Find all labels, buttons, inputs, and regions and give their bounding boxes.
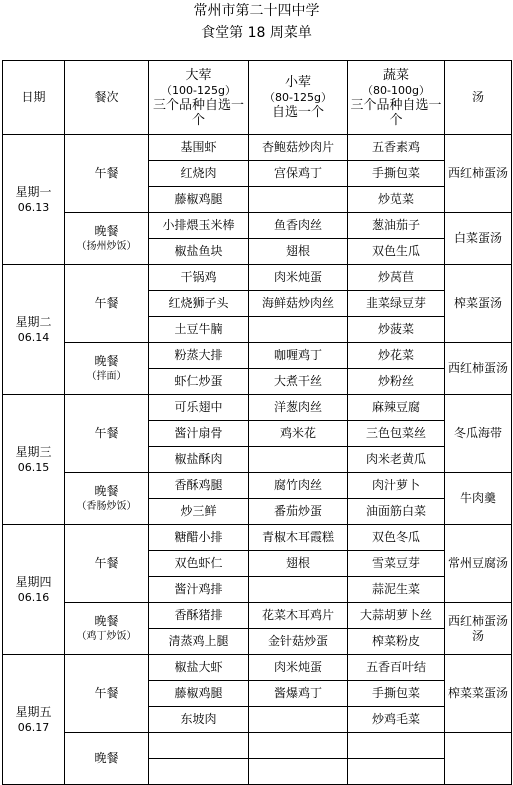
header-big-meat-spec: （100-125g） bbox=[161, 83, 236, 97]
dinner-cell bbox=[65, 733, 149, 785]
big-meat-dish: 椒盐酥肉 bbox=[149, 447, 249, 473]
big-meat-dish: 干锅鸡 bbox=[149, 265, 249, 291]
meal-label: 晚餐 bbox=[94, 483, 119, 498]
day-date: 06.14 bbox=[17, 330, 50, 344]
vegetable-dish: 手撕包菜 bbox=[348, 681, 445, 707]
header-vegetable-spec: （80-100g） bbox=[362, 83, 430, 97]
vegetable-dish: 炒菠菜 bbox=[348, 317, 445, 343]
small-meat-dish: 鱼香肉丝 bbox=[249, 213, 348, 239]
big-meat-dish: 小排煨玉米棒 bbox=[149, 213, 249, 239]
vegetable-dish bbox=[348, 759, 445, 785]
big-meat-dish: 粉蒸大排 bbox=[149, 343, 249, 369]
day-name: 星期五 bbox=[15, 704, 52, 719]
meal-note: （鸡丁炒饭） bbox=[76, 630, 137, 642]
dinner-cell bbox=[65, 343, 149, 395]
big-meat-dish: 香酥猪排 bbox=[149, 603, 249, 629]
day-name: 星期三 bbox=[15, 444, 52, 459]
menu-row bbox=[3, 213, 512, 239]
small-meat-dish: 肉米炖蛋 bbox=[249, 655, 348, 681]
big-meat-dish: 藤椒鸡腿 bbox=[149, 681, 249, 707]
big-meat-dish: 酱汁鸡排 bbox=[149, 577, 249, 603]
vegetable-dish: 三色包菜丝 bbox=[348, 421, 445, 447]
small-meat-dish: 肉米炖蛋 bbox=[249, 265, 348, 291]
soup-cell bbox=[445, 733, 512, 785]
small-meat-dish: 宫保鸡丁 bbox=[249, 161, 348, 187]
meal-label: 午餐 bbox=[94, 426, 119, 440]
menu-row bbox=[3, 473, 512, 499]
vegetable-dish: 炒鸡毛菜 bbox=[348, 707, 445, 733]
meal-label: 晚餐 bbox=[94, 223, 119, 238]
day-cell bbox=[3, 265, 65, 395]
big-meat-dish: 虾仁炒蛋 bbox=[149, 369, 249, 395]
header-big-meat-rule: 三个品种自选一个 bbox=[152, 97, 244, 128]
big-meat-dish: 香酥鸡腿 bbox=[149, 473, 249, 499]
vegetable-dish: 双色生瓜 bbox=[348, 239, 445, 265]
small-meat-dish: 腐竹肉丝 bbox=[249, 473, 348, 499]
small-meat-dish bbox=[249, 733, 348, 759]
small-meat-dish bbox=[249, 317, 348, 343]
soup-cell: 西红柿蛋汤 bbox=[445, 135, 512, 213]
small-meat-dish bbox=[249, 707, 348, 733]
vegetable-dish: 肉米老黄瓜 bbox=[348, 447, 445, 473]
small-meat-dish: 番茄炒蛋 bbox=[249, 499, 348, 525]
meal-note: （香肠炒饭） bbox=[76, 500, 137, 512]
soup-cell: 冬瓜海带 bbox=[445, 395, 512, 473]
soup-cell: 常州豆腐汤 bbox=[445, 525, 512, 603]
vegetable-dish: 葱油茄子 bbox=[348, 213, 445, 239]
vegetable-dish: 双色冬瓜 bbox=[348, 525, 445, 551]
day-name: 星期一 bbox=[15, 184, 52, 199]
school-title: 常州市第二十四中学 bbox=[193, 3, 320, 19]
big-meat-dish: 红烧狮子头 bbox=[149, 291, 249, 317]
small-meat-dish: 金针菇炒蛋 bbox=[249, 629, 348, 655]
small-meat-dish: 翅根 bbox=[249, 551, 348, 577]
meal-label: 晚餐 bbox=[94, 353, 119, 368]
big-meat-dish bbox=[149, 759, 249, 785]
header-vegetable bbox=[348, 61, 445, 135]
big-meat-dish: 炒三鲜 bbox=[149, 499, 249, 525]
vegetable-dish: 炒花菜 bbox=[348, 343, 445, 369]
meal-label: 午餐 bbox=[94, 296, 119, 310]
big-meat-dish: 基围虾 bbox=[149, 135, 249, 161]
soup-cell: 白菜蛋汤 bbox=[445, 213, 512, 265]
dinner-cell bbox=[65, 213, 149, 265]
day-date: 06.17 bbox=[17, 720, 50, 734]
vegetable-dish: 雪菜豆芽 bbox=[348, 551, 445, 577]
vegetable-dish: 肉汁萝卜 bbox=[348, 473, 445, 499]
meal-label: 晚餐 bbox=[94, 613, 119, 628]
vegetable-dish: 麻辣豆腐 bbox=[348, 395, 445, 421]
dinner-cell bbox=[65, 473, 149, 525]
menu-row bbox=[3, 603, 512, 629]
menu-row bbox=[3, 733, 512, 759]
lunch-cell bbox=[65, 655, 149, 733]
meal-label: 午餐 bbox=[94, 166, 119, 180]
lunch-cell bbox=[65, 395, 149, 473]
header-small-meat-rule: 自选一个 bbox=[271, 105, 324, 120]
soup-cell: 榨菜菜蛋汤 bbox=[445, 655, 512, 733]
small-meat-dish: 杏鲍菇炒肉片 bbox=[249, 135, 348, 161]
soup-cell: 西红柿蛋汤 bbox=[445, 343, 512, 395]
vegetable-dish: 炒莴苣 bbox=[348, 265, 445, 291]
small-meat-dish: 花菜木耳鸡片 bbox=[249, 603, 348, 629]
lunch-cell bbox=[65, 135, 149, 213]
header-big-meat-name: 大荤 bbox=[185, 67, 212, 83]
day-cell bbox=[3, 135, 65, 265]
day-date: 06.13 bbox=[17, 200, 50, 214]
big-meat-dish: 双色虾仁 bbox=[149, 551, 249, 577]
small-meat-dish: 鸡米花 bbox=[249, 421, 348, 447]
big-meat-dish: 东坡肉 bbox=[149, 707, 249, 733]
big-meat-dish bbox=[149, 733, 249, 759]
small-meat-dish bbox=[249, 447, 348, 473]
weekly-menu-table bbox=[2, 60, 512, 785]
menu-row bbox=[3, 135, 512, 161]
header-row bbox=[3, 61, 512, 135]
day-date: 06.15 bbox=[17, 460, 50, 474]
big-meat-dish: 红烧肉 bbox=[149, 161, 249, 187]
vegetable-dish: 油面筋白菜 bbox=[348, 499, 445, 525]
header-vegetable-rule: 三个品种自选一个 bbox=[350, 97, 442, 128]
menu-row bbox=[3, 265, 512, 291]
header-meal: 餐次 bbox=[65, 61, 149, 135]
vegetable-dish: 五香素鸡 bbox=[348, 135, 445, 161]
vegetable-dish: 大蒜胡萝卜丝 bbox=[348, 603, 445, 629]
menu-row bbox=[3, 343, 512, 369]
small-meat-dish: 海鲜菇炒肉丝 bbox=[249, 291, 348, 317]
big-meat-dish: 椒盐大虾 bbox=[149, 655, 249, 681]
day-name: 星期四 bbox=[15, 574, 52, 589]
small-meat-dish: 洋葱肉丝 bbox=[249, 395, 348, 421]
vegetable-dish: 炒苋菜 bbox=[348, 187, 445, 213]
lunch-cell bbox=[65, 265, 149, 343]
meal-note: （扬州炒饭） bbox=[76, 240, 137, 252]
meal-label: 晚餐 bbox=[94, 751, 119, 765]
header-date: 日期 bbox=[3, 61, 65, 135]
small-meat-dish: 翅根 bbox=[249, 239, 348, 265]
vegetable-dish: 炒粉丝 bbox=[348, 369, 445, 395]
big-meat-dish: 土豆牛腩 bbox=[149, 317, 249, 343]
header-small-meat bbox=[249, 61, 348, 135]
lunch-cell bbox=[65, 525, 149, 603]
vegetable-dish: 榨菜粉皮 bbox=[348, 629, 445, 655]
small-meat-dish: 咖喱鸡丁 bbox=[249, 343, 348, 369]
vegetable-dish: 韭菜绿豆芽 bbox=[348, 291, 445, 317]
day-name: 星期二 bbox=[15, 314, 52, 329]
soup-cell: 榨菜蛋汤 bbox=[445, 265, 512, 343]
big-meat-dish: 可乐翅中 bbox=[149, 395, 249, 421]
menu-row bbox=[3, 395, 512, 421]
menu-row bbox=[3, 655, 512, 681]
small-meat-dish: 青椒木耳霞糕 bbox=[249, 525, 348, 551]
big-meat-dish: 椒盐鱼块 bbox=[149, 239, 249, 265]
small-meat-dish: 酱爆鸡丁 bbox=[249, 681, 348, 707]
vegetable-dish: 蒜泥生菜 bbox=[348, 577, 445, 603]
day-cell bbox=[3, 525, 65, 655]
dinner-cell bbox=[65, 603, 149, 655]
soup-cell: 牛肉羹 bbox=[445, 473, 512, 525]
header-small-meat-name: 小荤 bbox=[284, 75, 311, 90]
menu-subtitle: 食堂第 18 周菜单 bbox=[201, 25, 312, 41]
small-meat-dish bbox=[249, 187, 348, 213]
vegetable-dish: 五香百叶结 bbox=[348, 655, 445, 681]
big-meat-dish: 藤椒鸡腿 bbox=[149, 187, 249, 213]
header-vegetable-name: 蔬菜 bbox=[382, 67, 409, 83]
small-meat-dish: 大煮干丝 bbox=[249, 369, 348, 395]
day-cell bbox=[3, 395, 65, 525]
menu-row bbox=[3, 525, 512, 551]
header-small-meat-spec: （80-125g） bbox=[264, 91, 332, 104]
big-meat-dish: 酱汁扇骨 bbox=[149, 421, 249, 447]
header-big-meat bbox=[149, 61, 249, 135]
day-date: 06.16 bbox=[17, 590, 50, 604]
small-meat-dish bbox=[249, 759, 348, 785]
big-meat-dish: 糖醋小排 bbox=[149, 525, 249, 551]
day-cell bbox=[3, 655, 65, 785]
soup-cell: 西红柿蛋汤汤 bbox=[445, 603, 512, 655]
meal-label: 午餐 bbox=[94, 686, 119, 700]
vegetable-dish: 手撕包菜 bbox=[348, 161, 445, 187]
vegetable-dish bbox=[348, 733, 445, 759]
big-meat-dish: 清蒸鸡上腿 bbox=[149, 629, 249, 655]
small-meat-dish bbox=[249, 577, 348, 603]
meal-note: （拌面） bbox=[86, 370, 127, 382]
header-soup: 汤 bbox=[445, 61, 512, 135]
meal-label: 午餐 bbox=[94, 556, 119, 570]
